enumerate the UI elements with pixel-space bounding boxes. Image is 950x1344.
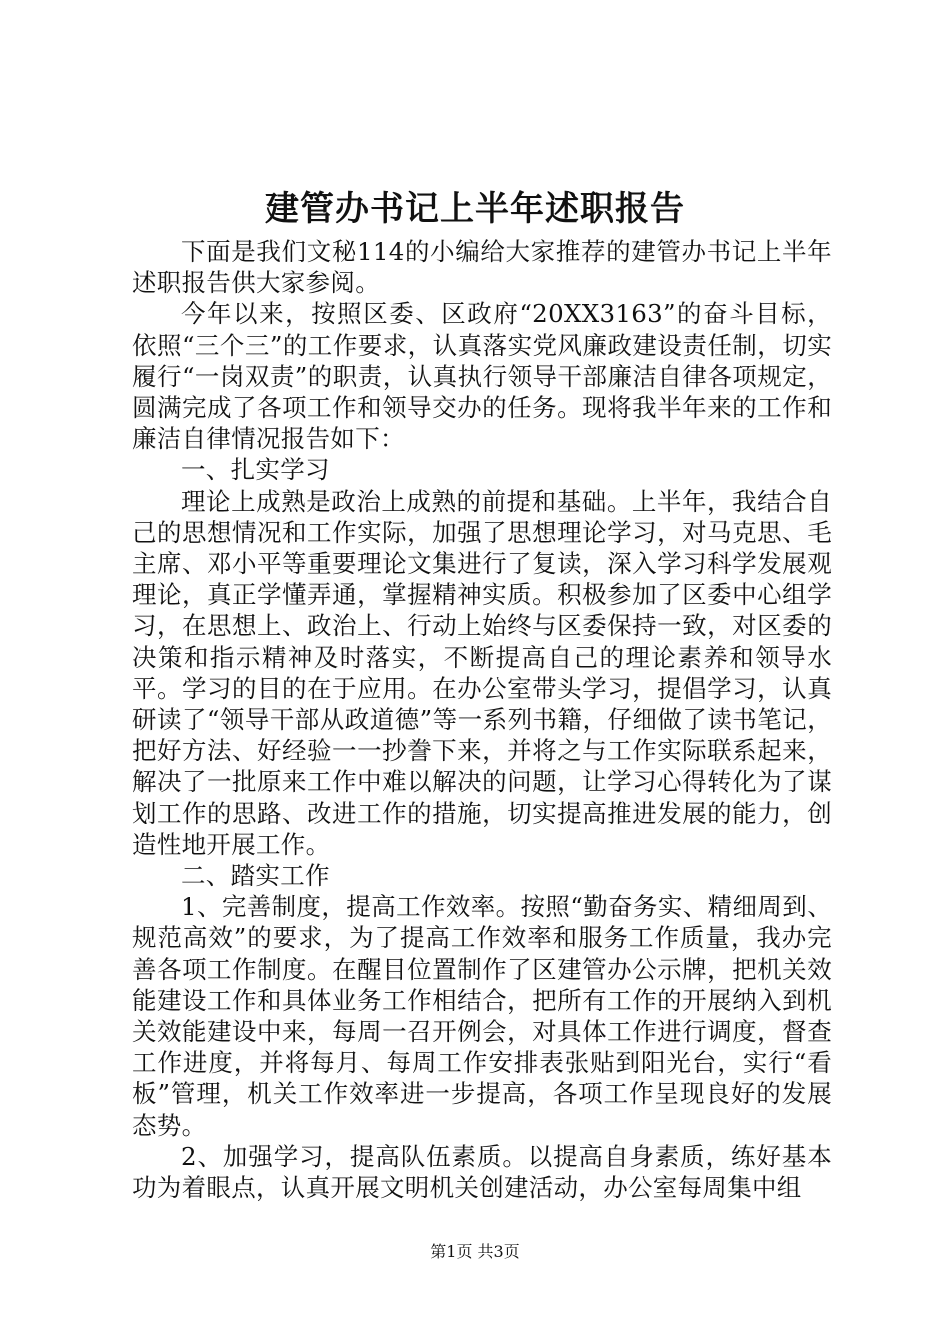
paragraph-overview: 今年以来，按照区委、区政府“20XX3163”的奋斗目标，依照“三个三”的工作要求，认真落实党风廉政建设责任制，切实履行“一岗双责”的职责，认真执行领导干部廉洁自律各项规定，圆满完成了各项工作和领导交办的任务。现将我半年来的工作和廉洁自律情况报告如下： <box>132 299 832 454</box>
page-footer: 第1页 共3页 <box>430 1242 520 1261</box>
paragraph-work-1: 1、完善制度，提高工作效率。按照“勤奋务实、精细周到、规范高效”的要求，为了提高工作效率和服务工作质量，我办完善各项工作制度。在醒目位置制作了区建管办公示牌，把机关效能建设工作和具体业务工作相结合，把所有工作的开展纳入到机关效能建设中来，每周一召开例会，对具体工作进行调度，督查工作进度，并将每月、每周工作安排表张贴到阳光台，实行“看板”管理，机关工作效率进一步提高，各项工作呈现良好的发展态势。 <box>132 892 833 1140</box>
paragraph-study: 理论上成熟是政治上成熟的前提和基础。上半年，我结合自己的思想情况和工作实际，加强了思想理论学习，对马克思、毛主席、邓小平等重要理论文集进行了复读，深入学习科学发展观理论，真正学懂弄通，掌握精神实质。积极参加了区委中心组学习，在思想上、政治上、行动上始终与区委保持一致，对区委的决策和指示精神及时落实，不断提高自己的理论素养和领导水平。学习的目的在于应用。在办公室带头学习，提倡学习，认真研读了“领导干部从政道德”等一系列书籍，仔细做了读书笔记，把好方法、好经验一一抄誊下来，并将之与工作实际联系起来，解决了一批原来工作中难以解决的问题，让学习心得转化为了谋划工作的思路、改进工作的措施，切实提高推进发展的能力，创造性地开展工作。 <box>132 486 832 859</box>
document-title: 建管办书记上半年述职报告 <box>265 189 685 229</box>
section-heading-work: 二、踏实工作 <box>181 861 330 891</box>
paragraph-intro: 下面是我们文秘114的小编给大家推荐的建管办书记上半年述职报告供大家参阅。 <box>132 237 832 298</box>
paragraph-work-2: 2、加强学习，提高队伍素质。以提高自身素质，练好基本功为着眼点，认真开展文明机关创建活动，办公室每周集中组 <box>132 1141 832 1203</box>
section-heading-study: 一、扎实学习 <box>181 455 330 485</box>
document-body <box>132 236 832 1203</box>
